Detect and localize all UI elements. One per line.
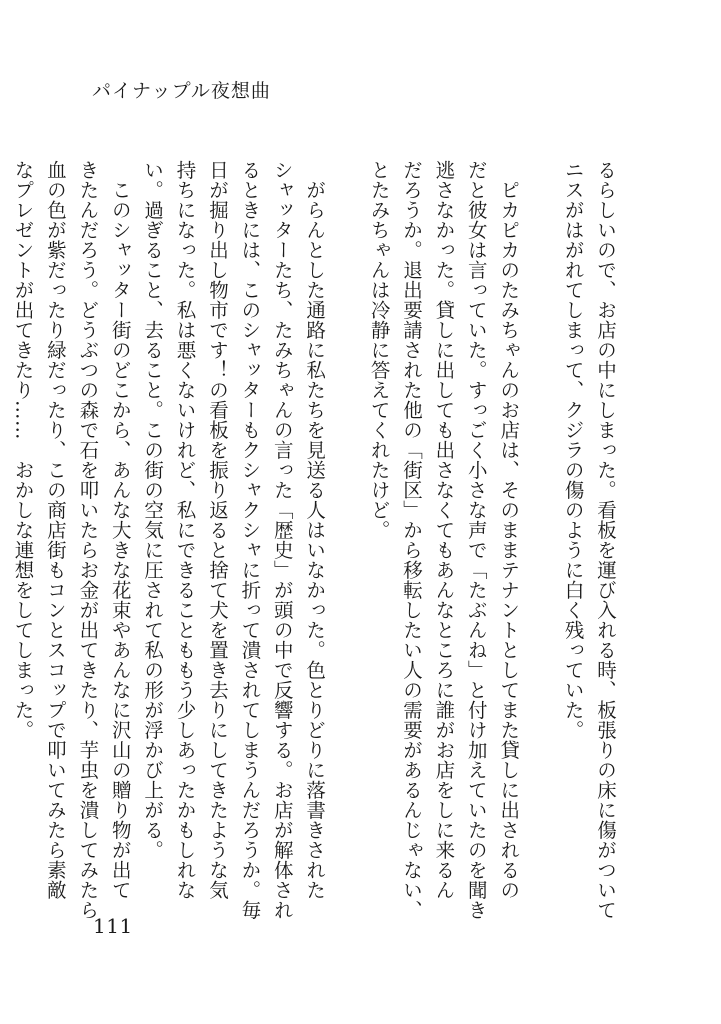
text-line: 逃さなかった。貸しに出しても出さなくてもあんなところに誰がお店をしに来るん bbox=[432, 160, 456, 900]
text-line: い。過ぎること、去ること。この街の空気に圧されて私の形が浮かび上がる。 bbox=[141, 160, 165, 860]
text-line: ニスがはがれてしまって、クジラの傷のように白く残っていた。 bbox=[561, 160, 585, 740]
text-line: だろうか。退出要請された他の「街区」から移転したい人の需要があるんじゃない、 bbox=[399, 160, 423, 920]
text-line: だと彼女は言っていた。すっごく小さな声で「たぶんね」と付け加えていたのを聞き bbox=[464, 160, 488, 920]
text-line: このシャッター街のどこから、あんな大きな花束やあんなに沢山の贈り物が出て bbox=[108, 160, 132, 900]
text-line: るらしいので、お店の中にしまった。看板を運び入れる時、板張りの床に傷がついて bbox=[594, 160, 617, 920]
paragraph-4 bbox=[6, 160, 136, 920]
text-line: とたみちゃんは冷静に答えてくれたけど。 bbox=[367, 160, 391, 540]
text-line: るときには、このシャッターもクシャクシャに折って潰されてしまうんだろうか。毎 bbox=[238, 160, 262, 920]
text-line: 血の色が紫だったり緑だったり、この商店街もコンとスコップで叩いてみたら素敵 bbox=[43, 160, 67, 900]
text-line: なプレゼントが出てきたり…… おかしな連想をしてしまった。 bbox=[11, 160, 35, 740]
running-title: パイナップル夜想曲 bbox=[92, 80, 271, 102]
text-line: ピカピカのたみちゃんのお店は、そのままテナントとしてまた貸しに出されるの bbox=[497, 160, 521, 900]
text-line: がらんとした通路に私たちを見送る人はいなかった。色とりどりに落書きされた bbox=[303, 160, 327, 900]
text-line: 日が掘り出し物市です！の看板を振り返ると捨て犬を置き去りにしてきたような気 bbox=[205, 160, 229, 900]
text-line: シャッターたち、たみちゃんの言った「歴史」が頭の中で反響する。お店が解体され bbox=[270, 160, 294, 920]
paragraph-2 bbox=[362, 160, 524, 920]
paragraph-3 bbox=[136, 160, 330, 920]
paragraph-1 bbox=[556, 160, 621, 920]
page-number: 111 bbox=[93, 914, 133, 938]
text-line: 持ちになった。私は悪くないけれど、私にできることももう少しあったかもしれな bbox=[173, 160, 197, 900]
text-line: きたんだろう。どうぶつの森で石を叩いたらお金が出てきたり、芋虫を潰してみたら bbox=[76, 160, 100, 920]
vertical-body-text bbox=[6, 160, 621, 920]
